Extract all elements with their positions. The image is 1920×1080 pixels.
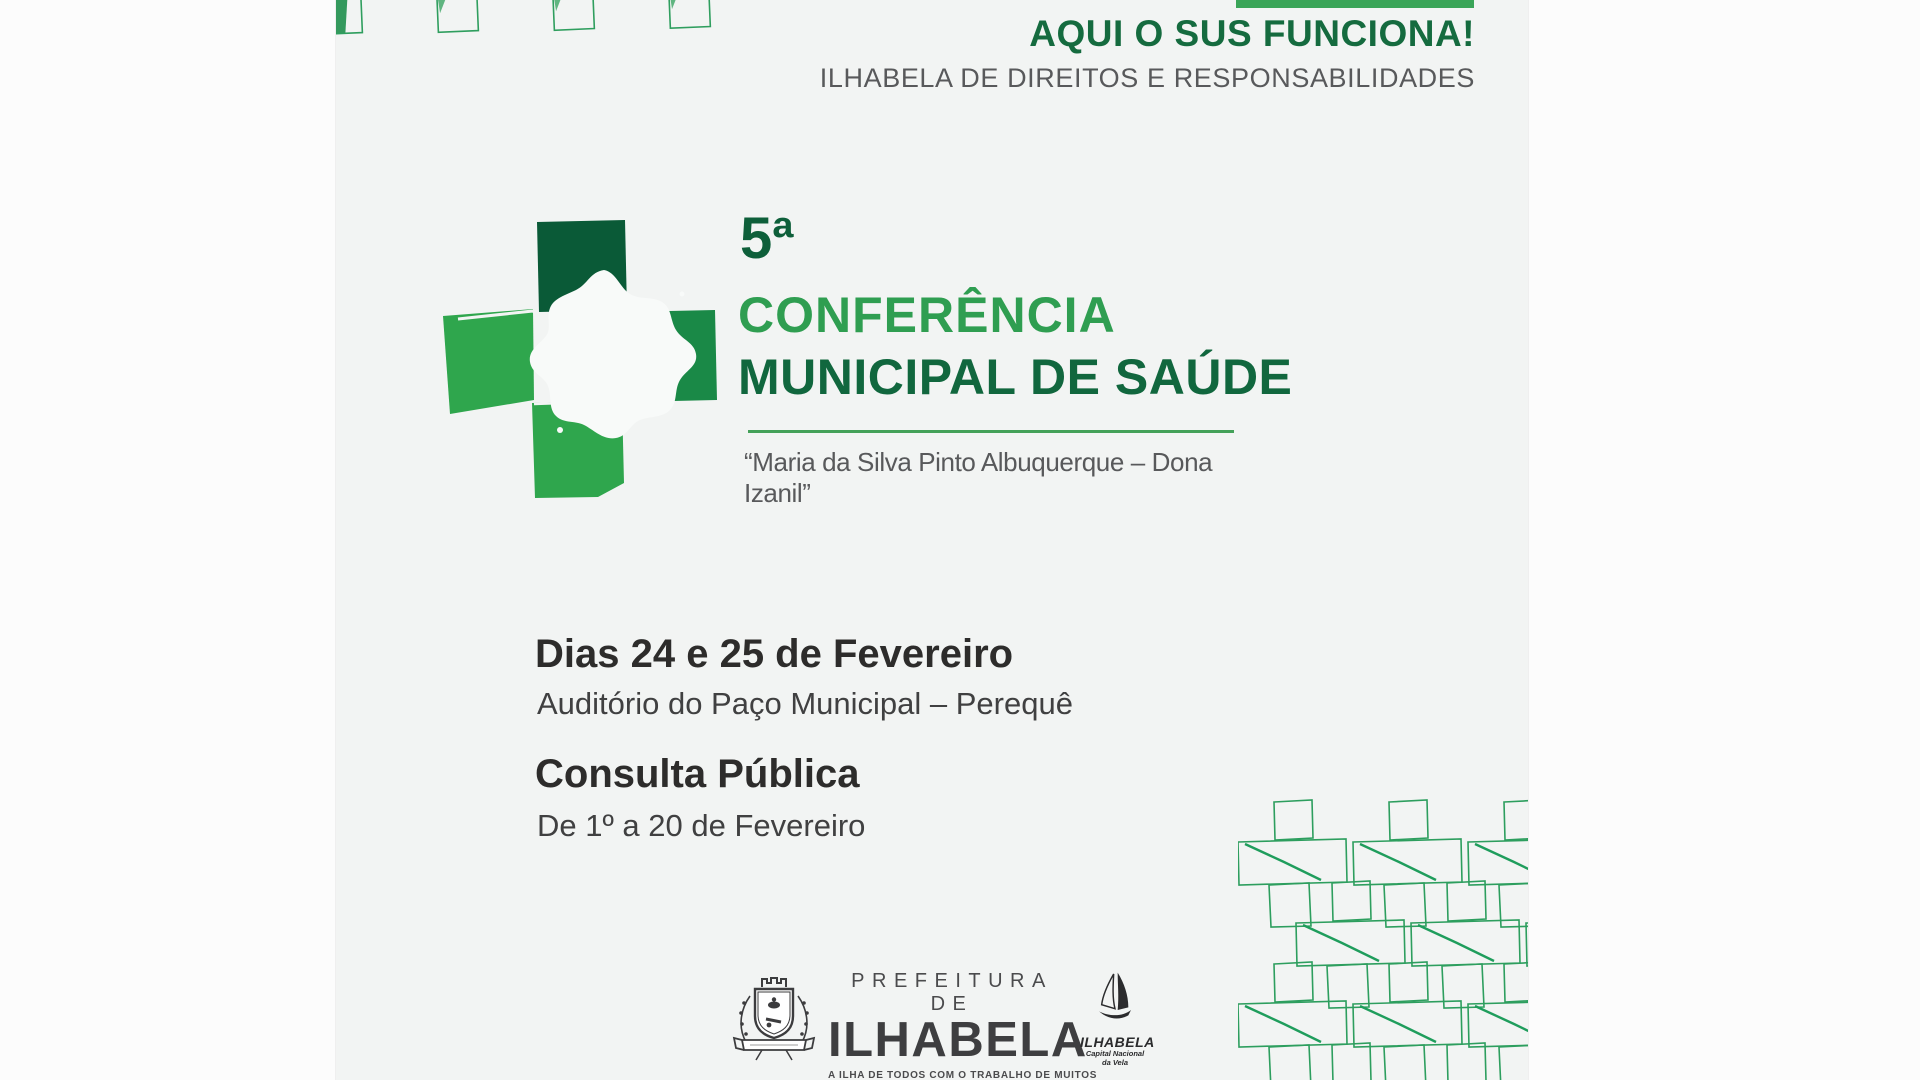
consultation-title: Consulta Pública (535, 752, 860, 796)
accent-bar (1236, 0, 1474, 8)
event-venue: Auditório do Paço Municipal – Perequê (537, 686, 1073, 721)
health-cross-island-logo-icon (438, 178, 723, 503)
event-dates: Dias 24 e 25 de Fevereiro (535, 632, 1014, 676)
header-subtitle: ILHABELA DE DIREITOS E RESPONSABILIDADES (819, 62, 1475, 93)
prefeitura-logo-text (828, 970, 1098, 1080)
slogan-text: AQUI O SUS FUNCIONA! (1029, 13, 1475, 54)
consultation-period: De 1º a 20 de Fevereiro (537, 808, 866, 843)
title-line2: MUNICIPAL DE SAÚDE (738, 349, 1293, 405)
sail-tagline-line1: Capital Nacional (1085, 1049, 1145, 1058)
sail-brand-label: ILHABELA (1080, 1034, 1155, 1050)
org-name-label: ILHABELA (828, 1013, 1088, 1067)
org-tagline-label: A ILHA DE TODOS COM O TRABALHO DE MUITOS (828, 1069, 1098, 1080)
org-top-label: PREFEITURA DE (851, 970, 1053, 1015)
header (820, 14, 1475, 94)
edition-number: 5ª (740, 206, 794, 271)
sailing-capital-logo (1080, 970, 1155, 1067)
footer-logos (732, 970, 1155, 1080)
title-underline (748, 430, 1234, 433)
conference-poster (336, 0, 1528, 1080)
title-line1: CONFERÊNCIA (738, 287, 1116, 343)
squares-pattern-bottom-icon (1238, 796, 1528, 1080)
sailboat-icon (1087, 970, 1143, 1030)
coat-of-arms-icon (732, 972, 816, 1064)
honoree-quote: “Maria da Silva Pinto Albuquerque – Dona Izanil” (744, 447, 1213, 508)
squares-pattern-top-icon (336, 0, 736, 42)
sail-tagline-line2: da Vela (1102, 1058, 1128, 1067)
